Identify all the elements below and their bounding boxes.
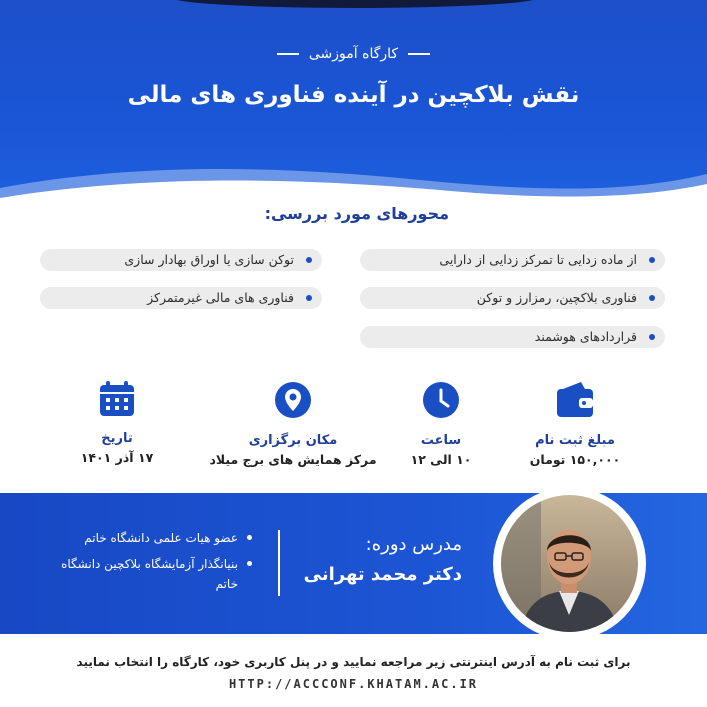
topic-text: قراردادهای هوشمند — [534, 329, 637, 344]
instructor-name: دکتر محمد تهرانی — [303, 564, 462, 585]
info-date — [42, 381, 192, 465]
credential-item: عضو هیات علمی دانشگاه خاتم — [52, 528, 252, 548]
registration-url[interactable]: HTTP://ACCCONF.KHATAM.AC.IR — [228, 677, 479, 691]
date-label: تاریخ — [101, 431, 133, 446]
page-title: نقش بلاکچین در آینده فناوری های مالی — [127, 82, 580, 108]
subtitle-line-right — [408, 53, 430, 55]
info-venue — [208, 381, 378, 467]
topic-text: فناوری بلاکچین، رمزارز و توکن — [476, 290, 637, 305]
venue-label: مکان برگزاری — [248, 433, 338, 448]
bullet-dot — [649, 257, 655, 263]
topic-item — [40, 249, 322, 271]
calendar-icon — [99, 381, 135, 417]
header-subtitle — [0, 46, 707, 62]
topic-item — [360, 326, 665, 348]
bullet-dot — [649, 334, 655, 340]
instructor-label: مدرس دوره: — [365, 534, 462, 555]
avatar — [501, 495, 638, 632]
topic-item — [40, 287, 322, 309]
date-value: ۱۷ آذر ۱۴۰۱ — [80, 450, 154, 465]
info-fee — [500, 381, 650, 467]
topic-item — [360, 249, 665, 271]
header-banner — [0, 0, 707, 225]
instructor-credentials — [52, 528, 252, 600]
credential-item: بنیانگذار آزمایشگاه بلاکچین دانشگاه خاتم — [52, 554, 252, 594]
location-pin-icon — [274, 381, 312, 419]
info-time — [366, 381, 516, 467]
time-value: ۱۰ الی ۱۲ — [410, 452, 472, 467]
fee-value: ۱۵۰,۰۰۰ تومان — [529, 452, 621, 467]
top-decor-strip — [170, 0, 540, 8]
subtitle-line-left — [277, 53, 299, 55]
topic-text: توکن سازی یا اوراق بهادار سازی — [124, 252, 294, 267]
venue-value: مرکز همایش های برج میلاد — [209, 452, 377, 467]
wallet-icon — [555, 381, 595, 419]
topic-text: فناوری های مالی غیرمتمرکز — [147, 290, 294, 305]
registration-note: برای ثبت نام به آدرس اینترنتی زیر مراجعه نمایید و در پنل کاربری خود، کارگاه را انتخاب نمایید — [76, 655, 631, 669]
topic-text: از ماده زدایی تا تمرکز زدایی از دارایی — [439, 252, 637, 267]
topics-heading: محورهای مورد بررسی: — [264, 204, 449, 223]
time-label: ساعت — [420, 433, 462, 448]
fee-label: مبلغ ثبت نام — [535, 433, 615, 448]
band-divider — [278, 530, 280, 596]
subtitle-text: کارگاه آموزشی — [308, 46, 399, 62]
bullet-dot — [649, 295, 655, 301]
instructor-photo — [501, 495, 638, 632]
topic-item — [360, 287, 665, 309]
clock-icon — [422, 381, 460, 419]
bullet-dot — [306, 257, 312, 263]
bullet-dot — [306, 295, 312, 301]
